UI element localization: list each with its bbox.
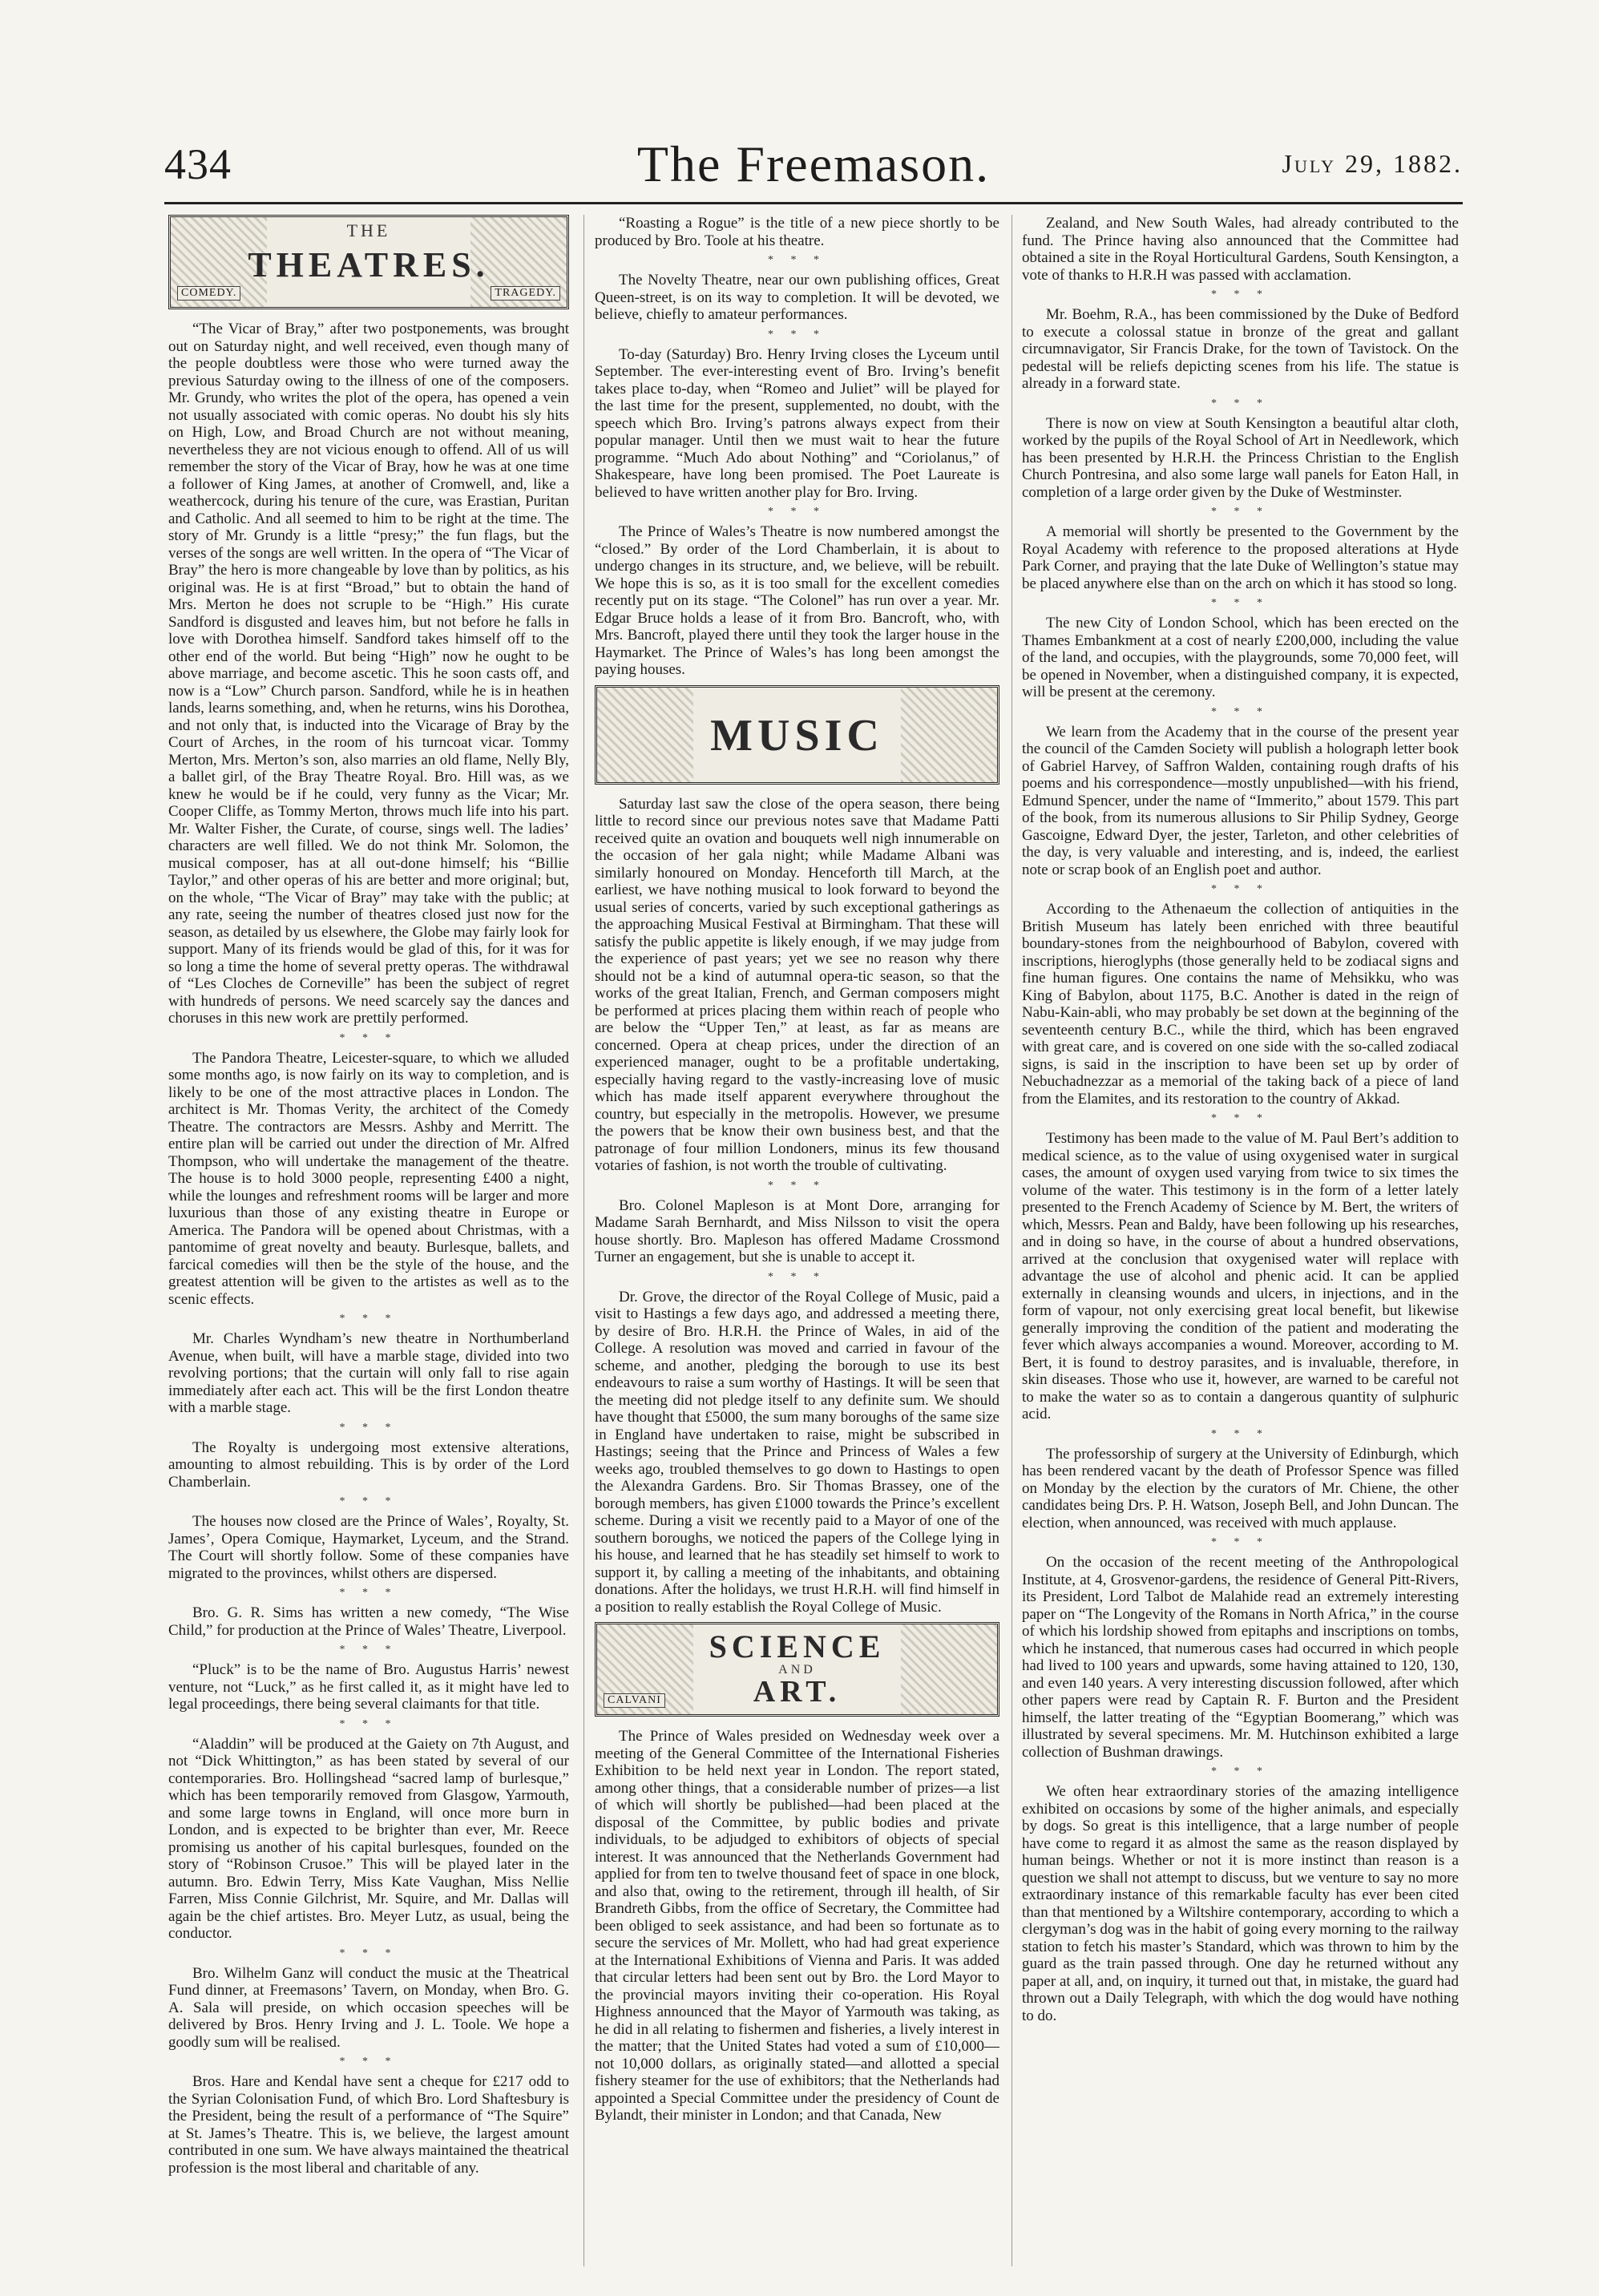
paragraph-separator: * * * — [1211, 289, 1270, 301]
article-paragraph: We learn from the Academy that in the course of the present year the council of the Camden Society will publish a holograph letter book of Gabriel Harvey, of Saffron Walden, containing rough drafts of his poems and his correspondence—mostly unpublished—with his friend, Edmund Spencer, under the name of “Immerito,” about 1579. This part of the book, from its numerous allusions to Sir Philip Sydney, George Gascoigne, Edward Dyer, the jester, Tarleton, and other celebrities of the day, is very valuable and interesting, and is, indeed, the earliest note or scrap book of an English poet and author. — [1022, 723, 1459, 878]
banner-title: THEATRES. — [248, 245, 490, 284]
music-section — [595, 796, 999, 1616]
column-2 — [595, 215, 999, 2266]
theatres-continued — [595, 215, 999, 679]
article-paragraph: The Prince of Wales’s Theatre is now numbered amongst the “closed.” By order of the Lord Chamberlain, it is about to undergo changes in its structure, and, we believe, will be rebuilt. We hope this is so, as it is too small for the excellent comedies recently put on its stage. “The Colonel” has run over a year. Mr. Edgar Bruce holds a lease of it from Bro. Bancroft, who, with Mrs. Bancroft, played there until they took the larger house in the Haymarket. The Prince of Wales’s has long been amongst the paying houses. — [595, 523, 999, 678]
paragraph-separator: * * * — [339, 1031, 398, 1044]
theatres-banner — [168, 215, 569, 309]
science-art-banner — [595, 1622, 999, 1717]
banner-tag-comedy: COMEDY. — [177, 286, 240, 301]
paragraph-separator: * * * — [768, 1179, 826, 1192]
banner-line3: ART. — [753, 1675, 842, 1709]
article-paragraph: The Royalty is undergoing most extensive alterations, amounting to almost rebuilding. This is by order of the Lord Chamberlain. — [168, 1439, 569, 1491]
theatres-section — [168, 321, 569, 2177]
banner-title: SCIENCE — [709, 1628, 886, 1664]
article-paragraph: According to the Athenaeum the collection of antiquities in the British Museum has lately been enriched with three beautiful boundary-stones from the neighbourhood of Babylon, covered with inscriptions, hieroglyphs (those generally held to be zodiacal signs and fine human figures. One contains the name of Mehsikku, who was King of Babylon, about 1175, B.C. Another is dated in the reign of Nabu-Kain-abli, who may probably be set down at the beginning of the seventeenth century B.C., while the third, which has been engraved with great care, and is covered on one side with the so-called zodiacal signs, is said in the inscription to have been set up by order of Nebuchadnezzar as a memorial of the taking back of a piece of land from the Elamites, and its restoration to the country of Akkad. — [1022, 901, 1459, 1108]
science-section — [595, 1728, 999, 2125]
banner-line2: AND — [778, 1663, 816, 1677]
article-paragraph: On the occasion of the recent meeting of the Anthropological Institute, at 4, Grosvenor-gardens, the residence of General Pitt-Rivers, its President, Lord Talbot de Malahide read an extremely interesting paper on “The Longevity of the Romans in North Africa,” in the course of which his lordship showed from epitaphs and inscriptions on tombs, which he instanced, that numerous cases had occurred in which people had lived to 100 years and upwards, some having attained to 120, 130, and even 140 years. A very interesting discussion followed, after which other papers were read by Captain R. F. Burton and the President himself, the latter treating of the “Egyptian Boomerang,” which was illustrated by several specimens. Mr. M. Hutchinson exhibited a large collection of Bushman drawings. — [1022, 1554, 1459, 1761]
paragraph-separator: * * * — [339, 1644, 398, 1656]
paragraph-separator: * * * — [339, 1495, 398, 1507]
article-paragraph: Bro. Wilhelm Ganz will conduct the music at the Theatrical Fund dinner, at Freemasons’ Tavern, on Monday, when Bro. G. A. Sala will preside, on which occasion speeches will be delivered by Bros. Henry Irving and J. L. Toole. We hope a goodly sum will be realised. — [168, 1964, 569, 2051]
music-banner — [595, 685, 999, 785]
paragraph-separator: * * * — [1211, 1427, 1270, 1440]
banner-tag: CALVANI — [604, 1693, 665, 1708]
newspaper-title: The Freemason. — [636, 135, 991, 192]
paragraph-separator: * * * — [339, 1421, 398, 1434]
paragraph-separator: * * * — [768, 1270, 826, 1283]
article-paragraph: Bros. Hare and Kendal have sent a cheque for £217 odd to the Syrian Colonisation Fund, of which Bro. Lord Shaftesbury is the President, being the result of a performance of “The Squire” at St. James’s Theatre. This is, we believe, the largest amount contributed in one sum. We have always maintained the theatrical profession is the most liberal and charitable of any. — [168, 2073, 569, 2177]
issue-date: July 29, 1882. — [1282, 149, 1463, 178]
article-paragraph: A memorial will shortly be presented to the Government by the Royal Academy with reference to the proposed alterations at Hyde Park Corner, and praying that the late Duke of Wellington’s statue may be placed anywhere else than on the arch on which it has stood so long. — [1022, 523, 1459, 592]
article-paragraph: The Prince of Wales presided on Wednesday week over a meeting of the General Committee of the International Fisheries Exhibition to be held next year in London. The report stated, among other things, that a considerable number of prizes—a list of which will shortly be published—had been placed at the disposal of the Committee, by public bodies and private individuals, to be adjudged to exhibitors of objects of special interest. It was announced that the Netherlands Government had applied for from ten to twelve thousand feet of space in one block, and also that, owing to the retirement, through ill health, of Sir Brandreth Gibbs, from the office of Secretary, the Committee had been obliged to seek assistance, and had been so fortunate as to secure the services of Mr. Mollett, who had had great experience at the International Exhibitions of Vienna and Paris. It was added that circular letters had been sent out by Bro. the Lord Mayor to the provincial mayors inviting their co-operation. His Royal Highness announced that the Mayor of Yarmouth was taking, as he did in all relating to fishermen and fisheries, a lively interest in the matter; that the United States had voted a sum of £10,000—not 10,000 dollars, as originally stated—and allotted a special fishery steamer for the use of exhibitors; that the Netherlands had appointed a Special Committee under the presidency of Count de Bylandt, their minister in London; and that Canada, New — [595, 1728, 999, 2124]
column-divider — [583, 215, 584, 2266]
article-paragraph: Testimony has been made to the value of M. Paul Bert’s addition to medical science, as to the value of using oxygenised water in surgical cases, the amount of oxygen used varying from twice to six times the volume of the water. This testimony is in the form of a letter lately presented to the French Academy of Science by M. Bert, the writers of which, Messrs. Pean and Baldy, have been following up his researches, and in doing so have, in the course of about a hundred observations, arrived at the conclusion that oxygenised water will replace with advantage the use of alcohol and phenic acid. It can be applied externally in cleansing wounds and ulcers, in injections, and in the form of vapour, not only exercising great local benefit, but likewise generally improving the condition of the patient and moderating the fever which always accompanies a wound. Moreover, according to M. Bert, it is found to destroy parasites, and is invaluable, therefore, in skin diseases. Those who use it, however, are warned to be careful not to make the water so as to contain a dangerous quantity of sulphuric acid. — [1022, 1130, 1459, 1422]
article-paragraph: The Pandora Theatre, Leicester-square, to which we alluded some months ago, is now fairly on its way to completion, and is likely to be one of the most attractive places in London. The architect is Mr. Thomas Verity, the architect of the Comedy Theatre. The contractors are Messrs. Ashby and Merritt. The entire plan will be carried out under the direction of Mr. Alfred Thompson, who will undertake the management of the theatre. The house is to hold 3000 people, representing £400 a night, while the lounges and refreshment rooms will be larger and more luxurious than those of any existing theatre in Europe or America. The Pandora will be opened about Christmas, with a pantomime of great novelty and beauty. Burlesque, ballets, and farcical comedies will then be the style of the house, and the greatest attention will be given to the artistes as well as to the scenic effects. — [168, 1049, 569, 1308]
banner-title: MUSIC — [710, 710, 884, 761]
page-number: 434 — [164, 140, 232, 188]
header-rule — [164, 202, 1463, 204]
paragraph-separator: * * * — [339, 1587, 398, 1599]
article-paragraph: “Pluck” is to be the name of Bro. Augustus Harris’ newest venture, not “Luck,” as he first called it, as it might have led to legal proceedings, there being several claimants for that title. — [168, 1661, 569, 1713]
paragraph-separator: * * * — [339, 1313, 398, 1325]
article-paragraph: “The Vicar of Bray,” after two postponements, was brought out on Saturday night, and well received, even though many of the people doubtless were those who were turned away the previous Saturday owing to the illness of one of the composers. Mr. Grundy, who writes the plot of the opera, has opened a vein not usually associated with comic operas. No doubt his sly hits on High, Low, and Broad Church are not without meaning, nevertheless they are not vicious enough to offend. All of us will remember the story of the Vicar of Bray, how he was at one time a follower of King James, at another of Cromwell, and, like a weathercock, during his tenure of the cure, was Erastian, Puritan and Catholic. And all seemed to him to be right at the time. The story of Mr. Grundy is a little “presy;” the fun flags, but the verses of the songs are well written. In the opera of “The Vicar of Bray” the hero is more changeable by love than by politics, as his original was. He is at first “Broad,” but to obtain the hand of Mrs. Merton he does not scruple to be “High.” His curate Sandford is disgusted and leaves him, but not before he falls in love with Dorothea himself. Sandford takes himself off to the other end of the world. But being “High” now he ought to be above marriage, and become ascetic. This he soon casts off, and now is a “Low” Church parson. Sandford, while he is in heathen lands, learns something, and, when he returns, wins his Dorothea, and not only that, is inducted into the Vicarage of Bray by the Court of Arches, in the room of his turncoat vicar. Tommy Merton, Mrs. Merton’s son, also marries an old flame, Nelly Bly, a ballet girl, of the Bray Theatre Royal. Bro. Hill was, as we knew he would be if he could, very funny as the Vicar; Mr. Cooper Cliffe, as Tommy Merton, throws much life into his part. Mr. Walter Fisher, the Curate, of course, sings well. The ladies’ characters are well filled. We do not think Mr. Solomon, the musical composer, has at all out-done himself; his “Billie Taylor,” and other operas of his are better and more original; but, on the whole, “The Vicar of Bray” may take with the public; at any rate, seeing the number of theatres closed just now for the season, as detailed by us elsewhere, the Globe may fairly look for support. Many of its friends would be glad of this, for it was for so long a time the home of several pretty operas. The withdrawal of “Les Cloches de Corneville” has been the subject of regret with hundreds of persons. We need scarcely say the dances and choruses in this new work are prettily performed. — [168, 321, 569, 1027]
article-paragraph: There is now on view at South Kensington a beautiful altar cloth, worked by the pupils of the Royal School of Art in Needlework, which has been presented by H.R.H. the Princess Christian to the English Church Pontresina, and also some large wall panels for Eaton Hall, in completion of a large order given by the Duke of Westminster. — [1022, 414, 1459, 501]
article-paragraph: Saturday last saw the close of the opera season, there being little to record since our previous notes save that Madame Patti received quite an ovation and bouquets well nigh innumerable on the occasion of her gala night; while Madame Albani was similarly honoured on Monday. Henceforth till March, at the earliest, we have nothing musical to look forward to beyond the usual series of concerts, varied by such exceptional gatherings as the approaching Musical Festival at Birmingham. That these will satisfy the public appetite is likely enough, if we may judge from the experience of past years; yet we see no reason why there should not be a kind of autumnal opera-tic season, so that the works of the great Italian, French, and German composers might be performed at prices placing them within reach of people who are below the “Upper Ten,” at least, as far as means are concerned. Opera at cheap prices, under the direction of an experienced manager, ought to be a profitable undertaking, especially having regard to the vastly-increasing love of music which has made itself apparent everywhere throughout the country, but especially in the metropolis. However, we presume the powers that be know their own business best, and that the patronage of four million Londoners, minus its few thousand votaries of fashion, is not worth the trouble of cultivating. — [595, 795, 999, 1174]
article-paragraph: We often hear extraordinary stories of the amazing intelligence exhibited on occasions by some of the higher animals, and especially by dogs. So great is this intelligence, that a large number of people have come to regard it as almost the same as the reason displayed by human beings. Whether or not it is more instinct than reason is a question we shall not attempt to discuss, but we venture to say no more extraordinary instance of this remarkable faculty has ever been cited than that mentioned by a Wiltshire contemporary, according to which a clergyman’s dog was in the habit of going every morning to the railway station to fetch his master’s Standard, which was thrown to him by the guard as the train passed through. One day he returned without any paper at all, and, on inquiry, it turned out that, in mistake, the guard had thrown out a Daily Telegraph, with which the dog would have nothing to do. — [1022, 1783, 1459, 2024]
paragraph-separator: * * * — [1211, 883, 1270, 895]
paragraph-separator: * * * — [768, 254, 826, 266]
paragraph-separator: * * * — [768, 506, 826, 518]
column-1 — [168, 215, 569, 2266]
paragraph-separator: * * * — [1211, 506, 1270, 518]
article-paragraph: “Roasting a Rogue” is the title of a new piece shortly to be produced by Bro. Toole at his theatre. — [595, 215, 999, 249]
article-paragraph: The new City of London School, which has been erected on the Thames Embankment at a cost of nearly £200,000, including the value of the land, and occupies, with the playgrounds, some 70,000 feet, will be opened in November, when a distinguished company, it is expected, will be present at the ceremony. — [1022, 615, 1459, 700]
paragraph-separator: * * * — [339, 2056, 398, 2068]
article-paragraph: To-day (Saturday) Bro. Henry Irving closes the Lyceum until September. The ever-interesting event of Bro. Irving’s benefit takes place to-day, when “Romeo and Juliet” will be played for the last time for the present, supplemented, no doubt, with the speech which Bro. Irving’s patrons always expect from their popular manager. Until then we must wait to hear the future programme. “Much Ado about Nothing” and “Coriolanus,” of Shakespeare, have long been promised. The Poet Laureate is believed to have written another play for Bro. Irving. — [595, 345, 999, 501]
paragraph-separator: * * * — [1211, 1536, 1270, 1548]
paragraph-separator: * * * — [1211, 1112, 1270, 1124]
article-paragraph: Zealand, and New South Wales, had already contributed to the fund. The Prince having also announced that the Committee had obtained a site in the Royal Horticultural Gardens, South Kensington, a vote of thanks to H.R.H was passed with acclamation. — [1022, 215, 1459, 284]
paragraph-separator: * * * — [1211, 705, 1270, 718]
article-paragraph: Mr. Boehm, R.A., has been commissioned by the Duke of Bedford to execute a colossal statue in bronze of the great and gallant circumnavigator, Sir Francis Drake, for the town of Tavistock. On the pedestal will be reliefs depicting scenes from his life. The statue is already in a forward state. — [1022, 306, 1459, 392]
article-paragraph: “Aladdin” will be produced at the Gaiety on 7th August, and not “Dick Whittington,” as has been stated by several of our contemporaries. Bro. Hollingshead “sacred lamp of burlesque,” which has been temporarily removed from Glasgow, Yarmouth, and some large towns in England, will once more burn in London, and is expected to be brighter than ever, Mr. Reece promising us another of his capital burlesques, founded on the story of “Robinson Crusoe.” This will be played later in the autumn. Bro. Edwin Terry, Miss Kate Vaughan, Miss Nellie Farren, Miss Connie Gilchrist, Mr. Squire, and Mr. Dallas will again be the chief artistes. Bro. Meyer Lutz, as usual, being the conductor. — [168, 1735, 569, 1942]
article-paragraph: Bro. G. R. Sims has written a new comedy, “The Wise Child,” for production at the Prince of Wales’ Theatre, Liverpool. — [168, 1604, 569, 1639]
column-divider — [1011, 215, 1012, 2266]
banner-tag-tragedy: TRAGEDY. — [491, 286, 560, 301]
banner-line1: THE — [346, 220, 391, 240]
article-paragraph: Dr. Grove, the director of the Royal College of Music, paid a visit to Hastings a few days ago, and addressed a meeting there, by desire of Bro. H.R.H. the Prince of Wales, in aid of the College. A resolution was moved and carried in favour of the scheme, and another, pledging the borough to use its best endeavours to raise a sum worthy of Hastings. It will be seen that the meeting did not pledge itself to any definite sum. We should have thought that £5000, the sum many boroughs of the same size in England have undertaken to raise, might be subscribed in Hastings; seeing that the Prince and Princess of Wales a few weeks ago, troubled themselves to go down to Hastings to open the Alexandra Gardens. Bro. Sir Thomas Brassey, one of the borough members, has given £1000 towards the Prince’s excellent scheme. During a visit we recently paid to a Mayor of one of the southern boroughs, we noticed the papers of the College lying in his house, and learned that he has steadily set himself to work to support it, by calling a meeting of the inhabitants, and obtaining donations. After the holidays, we trust H.R.H. will find himself in a position to really establish the Royal College of Music. — [595, 1288, 999, 1616]
paragraph-separator: * * * — [1211, 397, 1270, 410]
paragraph-separator: * * * — [339, 1947, 398, 1959]
article-paragraph: The houses now closed are the Prince of Wales’, Royalty, St. James’, Opera Comique, Haymarket, Lyceum, and the Strand. The Court will shortly follow. Some of these companies have migrated to the provinces, whilst others are dispersed. — [168, 1513, 569, 1582]
science-continued — [1022, 215, 1459, 2024]
article-paragraph: Bro. Colonel Mapleson is at Mont Dore, arranging for Madame Sarah Bernhardt, and Miss Nilsson to visit the opera house shortly. Bro. Mapleson has offered Madame Crossmond Turner an engagement, but she is unable to accept it. — [595, 1196, 999, 1265]
paragraph-separator: * * * — [1211, 597, 1270, 609]
masthead — [164, 135, 1463, 207]
paragraph-separator: * * * — [339, 1717, 398, 1730]
paragraph-separator: * * * — [768, 328, 826, 341]
column-3 — [1022, 215, 1459, 2266]
article-paragraph: The professorship of surgery at the University of Edinburgh, which has been rendered vacant by the death of Professor Spence was filled on Monday by the election by the curators of Mr. Chiene, the other candidates being Drs. P. H. Watson, Joseph Bell, and John Duncan. The election, when announced, was received with much applause. — [1022, 1445, 1459, 1531]
article-paragraph: Mr. Charles Wyndham’s new theatre in Northumberland Avenue, when built, will have a marble stage, divided into two revolving portions; that the curtain will only fall to rise again immediately after each act. This will be the first London theatre with a marble stage. — [168, 1330, 569, 1416]
paragraph-separator: * * * — [1211, 1765, 1270, 1777]
article-paragraph: The Novelty Theatre, near our own publishing offices, Great Queen-street, is on its way to completion. It will be devoted, we believe, chiefly to amateur performances. — [595, 272, 999, 323]
